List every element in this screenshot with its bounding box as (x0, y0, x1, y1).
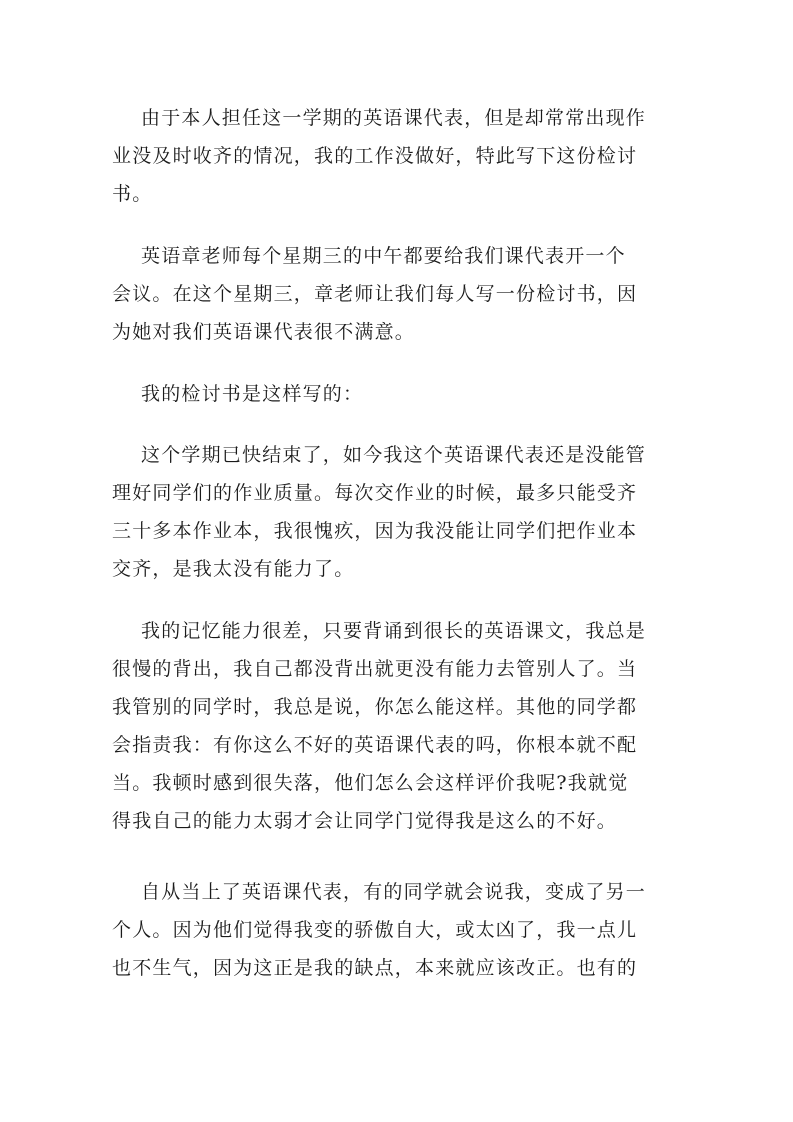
paragraph-3 (112, 375, 682, 413)
paragraph-line: 会指责我：有你这么不好的英语课代表的吗，你根本就不配 (112, 734, 638, 756)
paragraph-line: 业没及时收齐的情况，我的工作没做好，特此写下这份检讨 (112, 145, 638, 167)
paragraph-line: 英语章老师每个星期三的中午都要给我们课代表开一个 (141, 245, 626, 267)
paragraph-6 (112, 873, 682, 987)
paragraph-line: 我的检讨书是这样写的： (141, 383, 364, 405)
paragraph-1 (112, 99, 682, 213)
paragraph-line: 这个学期已快结束了，如今我这个英语课代表还是没能管 (141, 444, 647, 466)
paragraph-line: 书。 (112, 183, 153, 205)
paragraph-line: 交齐，是我太没有能力了。 (112, 558, 355, 580)
paragraph-2 (112, 237, 682, 351)
paragraph-line: 自从当上了英语课代表，有的同学就会说我，变成了另一 (141, 881, 647, 903)
paragraph-line: 我的记忆能力很差，只要背诵到很长的英语课文，我总是 (141, 620, 647, 642)
paragraph-4 (112, 436, 682, 588)
paragraph-line: 会议。在这个星期三，章老师让我们每人写一份检讨书，因 (112, 283, 638, 305)
paragraph-line: 很慢的背出，我自己都没背出就更没有能力去管别人了。当 (112, 658, 638, 680)
paragraph-line: 我管别的同学时，我总是说，你怎么能这样。其他的同学都 (112, 696, 638, 718)
paragraph-line: 当。我顿时感到很失落，他们怎么会这样评价我呢?我就觉 (112, 772, 629, 794)
paragraph-line: 三十多本作业本，我很愧疚，因为我没能让同学们把作业本 (112, 520, 638, 542)
paragraph-5 (112, 612, 682, 840)
paragraph-line: 也不生气，因为这正是我的缺点，本来就应该改正。也有的 (112, 957, 638, 979)
paragraph-line: 为她对我们英语课代表很不满意。 (112, 321, 416, 343)
paragraph-line: 理好同学们的作业质量。每次交作业的时候，最多只能受齐 (112, 482, 638, 504)
paragraph-line: 得我自己的能力太弱才会让同学门觉得我是这么的不好。 (112, 810, 618, 832)
paragraph-line: 由于本人担任这一学期的英语课代表，但是却常常出现作 (141, 107, 647, 129)
paragraph-line: 个人。因为他们觉得我变的骄傲自大，或太凶了，我一点儿 (112, 919, 638, 941)
